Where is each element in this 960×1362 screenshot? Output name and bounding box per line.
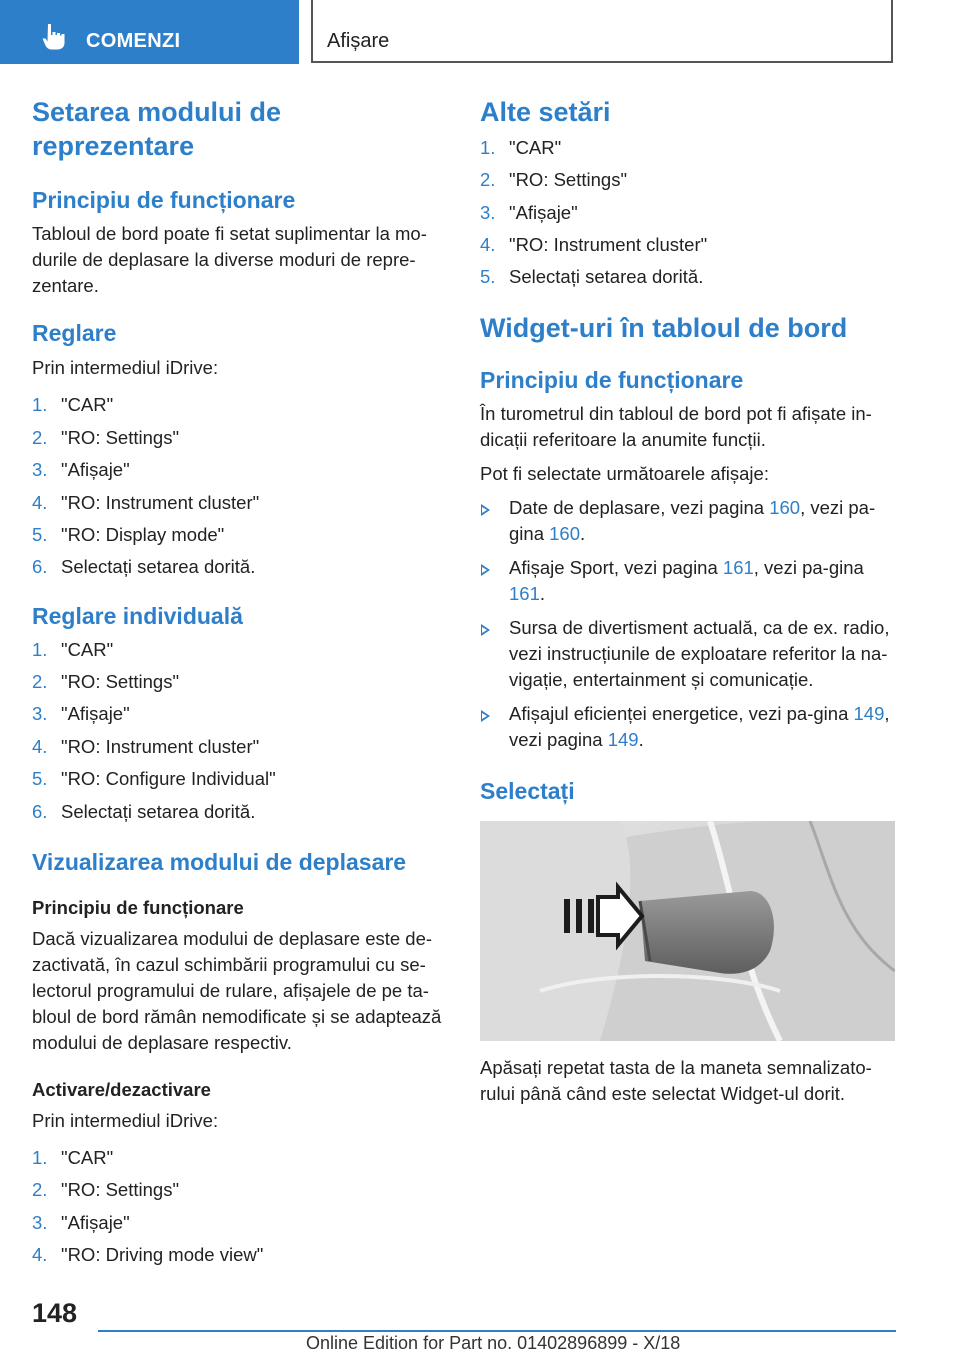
section-title: Setarea modului de reprezentare [32,97,282,161]
individual-heading: Reglare individuală [32,602,243,629]
chapter-tab-label: COMENZI [86,30,181,52]
page-link[interactable]: 160 [549,523,580,545]
principle-text: Tabloul de bord poate fi setat suplimentar la mo-durile de deplasare la diverse moduri de repre-zentare. [32,223,427,297]
widgets-intro: Pot fi selectate următoarele afișaje: [480,463,769,485]
list-item: 2. "RO: Settings" [32,671,180,693]
list-item: 1. "CAR" [480,136,562,158]
hand-pointer-icon [40,22,66,50]
list-item: 4. "RO: Instrument cluster" [32,491,260,513]
adjust-heading: Reglare [32,320,117,347]
list-item: 6. Selectați setarea dorită. [32,800,256,822]
page-link[interactable]: 160 [769,497,801,519]
list-item: Afișajul eficienței energetice, vezi pa-gina 149, vezi pagina 149. [480,701,896,753]
list-item: 4. "RO: Instrument cluster" [480,233,708,255]
list-item: 3. "Afișaje" [480,201,578,223]
individual-steps [32,634,444,828]
page-link[interactable]: 149 [607,729,639,751]
page-link[interactable]: 149 [853,703,885,725]
page-link[interactable]: 161 [722,557,754,579]
other-settings-heading: Alte setări [480,97,611,127]
drive-mode-principle-heading: Principiu de funcționare [32,896,244,918]
list-item: 2. "RO: Settings" [32,1179,180,1201]
principle-heading: Principiu de funcționare [32,186,296,213]
list-item: 6. Selectați setarea dorită. [32,556,256,578]
list-item: Sursa de divertisment actuală, ca de ex. radio, vezi instrucțiunile de exploatare referitor la na-vigație, entertainment și comunicație. [480,615,896,693]
toggle-heading: Activare/dezactivare [32,1078,211,1100]
list-item: 5. "RO: Display mode" [32,523,225,545]
list-item: 5. "RO: Configure Individual" [32,768,276,790]
list-item: 3. "Afișaje" [32,459,130,481]
widgets-bullets [480,495,896,753]
page-link[interactable]: 161 [509,583,540,605]
list-item: 4. "RO: Driving mode view" [32,1244,264,1266]
widgets-principle-text: În turometrul din tabloul de bord pot fi afișate in-dicații referitoare la anumite funcții. [480,403,872,451]
turn-signal-lever-illustration [480,821,895,1041]
left-column [32,96,444,1272]
chapter-tab[interactable] [0,0,299,64]
list-item: 2. "RO: Settings" [32,426,180,448]
widgets-principle-heading: Principiu de funcționare [480,366,744,393]
edition-text: Online Edition for Part no. 01402896899 - X/18 [306,1333,681,1353]
widgets-title: Widget-uri în tabloul de bord [480,312,848,343]
footer-divider [98,1330,896,1332]
drive-mode-steps [32,1142,444,1272]
section-tab[interactable] [311,0,893,63]
list-item: 4. "RO: Instrument cluster" [32,735,260,757]
adjust-intro: Prin intermediul iDrive: [32,357,219,379]
drive-mode-view-heading: Vizualizarea modului de deplasare [32,849,407,876]
list-item: Date de deplasare, vezi pagina 160, vezi pa-gina 160. [480,495,896,547]
select-heading: Selectați [480,778,575,805]
right-column [480,96,896,1107]
page-number: 148 [32,1298,78,1328]
list-item: 3. "Afișaje" [32,703,130,725]
list-item: 1. "CAR" [32,638,114,660]
list-item: 2. "RO: Settings" [480,169,628,191]
toggle-intro: Prin intermediul iDrive: [32,1110,219,1132]
list-item: Afișaje Sport, vezi pagina 161, vezi pa-gina 161. [480,555,896,607]
list-item: 5. Selectați setarea dorită. [480,266,704,288]
select-caption: Apăsați repetat tasta de la maneta semnalizato-rului până când este selectat Widget-ul dorit. [480,1057,872,1105]
list-item: 3. "Afișaje" [32,1211,130,1233]
adjust-steps [32,389,444,583]
other-settings-steps [480,132,896,294]
list-item: 1. "CAR" [32,394,114,416]
section-tab-label: Afișare [327,30,390,52]
list-item: 1. "CAR" [32,1147,114,1169]
drive-mode-principle-text: Dacă vizualizarea modului de deplasare este de-zactivată, în cazul schimbării programului cu se-lectorul programului de rulare, afișajele de pe ta-bloul de bord rămân nemodificate și se adaptează modului de deplasare respectiv. [32,927,442,1053]
